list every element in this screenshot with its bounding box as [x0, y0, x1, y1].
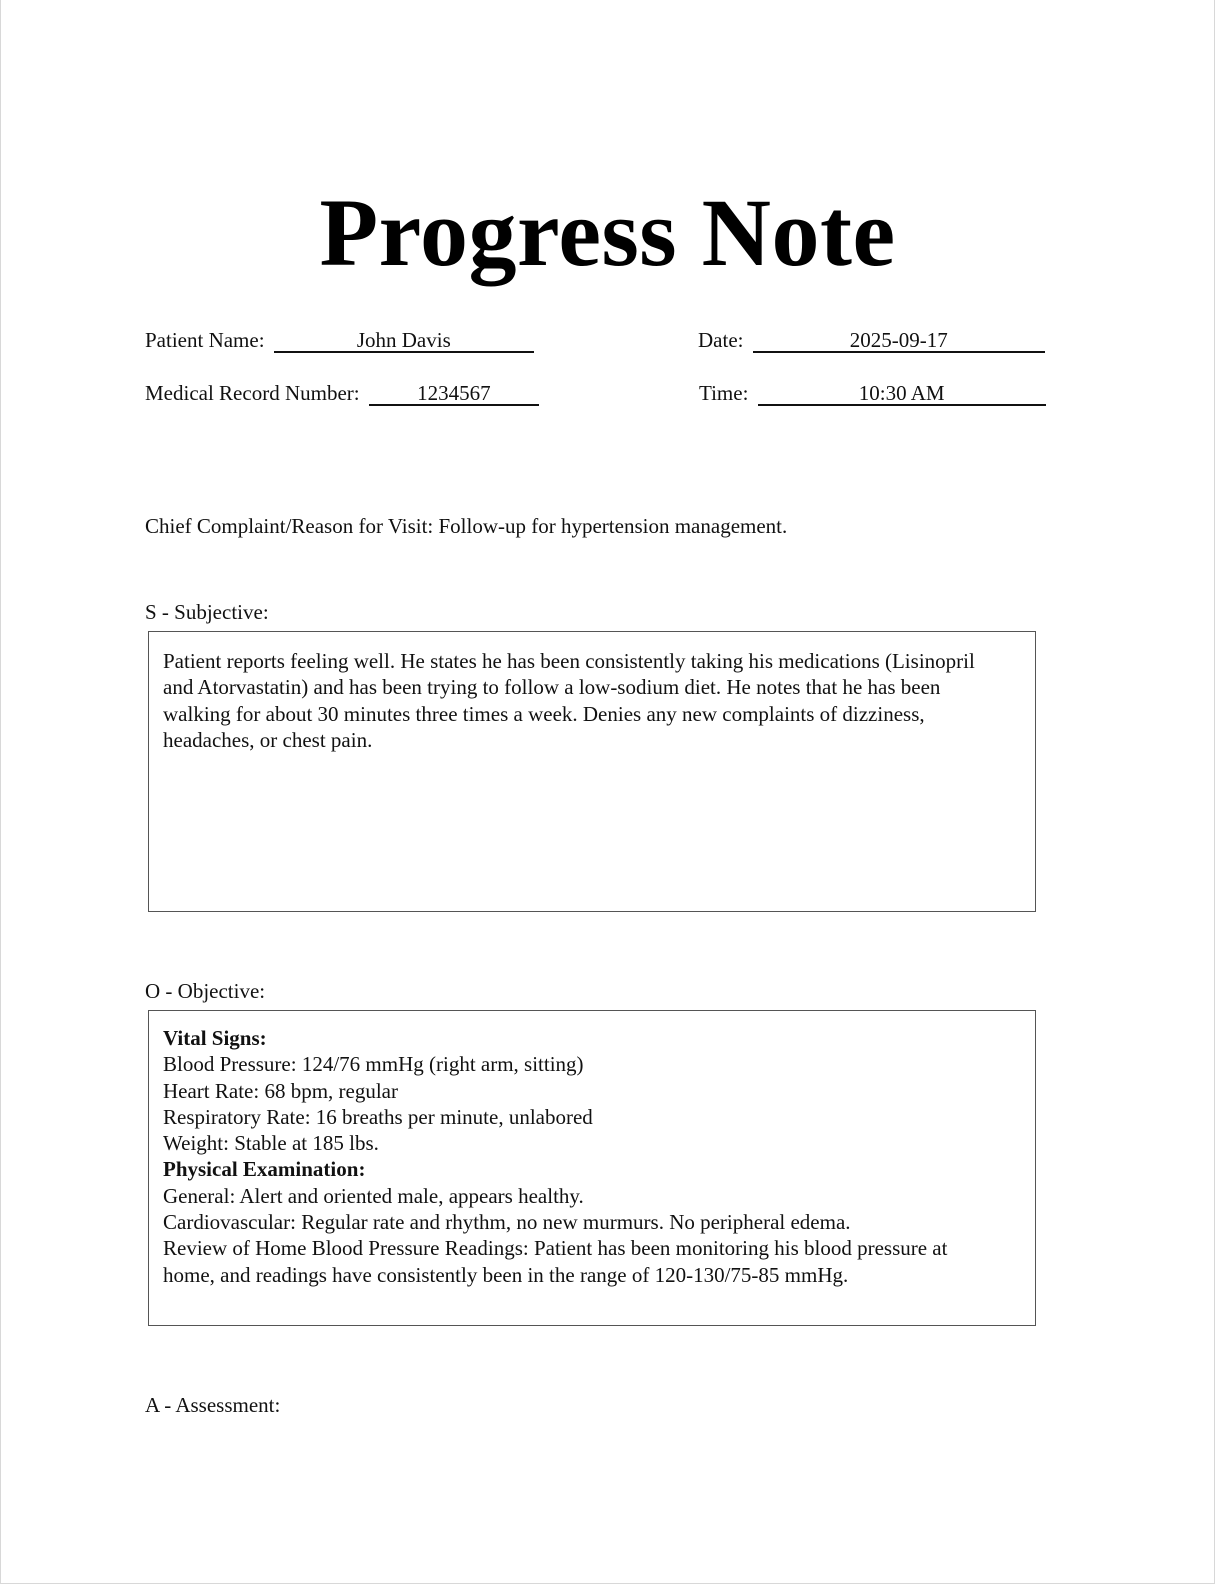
- exam-line: Review of Home Blood Pressure Readings: Patient has been monitoring his blood pressure at: [163, 1236, 948, 1261]
- date-label: Date:: [698, 328, 744, 352]
- chief-complaint: Chief Complaint/Reason for Visit: Follow-up for hypertension management.: [145, 514, 788, 538]
- date-field: [698, 327, 1045, 353]
- exam-line: home, and readings have consistently been in the range of 120-130/75-85 mmHg.: [163, 1262, 849, 1287]
- objective-label: O - Objective:: [145, 979, 266, 1003]
- objective-box: [148, 1010, 1036, 1326]
- physical-exam-heading: Physical Examination:: [163, 1157, 366, 1182]
- vital-sign-line: Heart Rate: 68 bpm, regular: [163, 1078, 398, 1103]
- patient-name-field: [145, 327, 534, 353]
- subjective-line: Patient reports feeling well. He states he has been consistently taking his medications (Lisinopril: [163, 649, 975, 673]
- medical-record-number-value: 1234567: [369, 382, 539, 406]
- date-value: 2025-09-17: [753, 329, 1045, 353]
- medical-record-number-field: [145, 380, 539, 406]
- subjective-line: headaches, or chest pain.: [163, 727, 373, 752]
- vital-sign-line: Weight: Stable at 185 lbs.: [163, 1131, 379, 1156]
- subjective-line: and Atorvastatin) and has been trying to follow a low-sodium diet. He notes that he has been: [163, 675, 941, 700]
- exam-line: Cardiovascular: Regular rate and rhythm, no new murmurs. No peripheral edema.: [163, 1210, 851, 1235]
- medical-record-number-label: Medical Record Number:: [145, 381, 360, 405]
- vital-sign-line: Respiratory Rate: 16 breaths per minute, unlabored: [163, 1104, 593, 1129]
- exam-line: General: Alert and oriented male, appears healthy.: [163, 1183, 584, 1208]
- patient-name-value: John Davis: [274, 329, 534, 353]
- subjective-label: S - Subjective:: [145, 600, 269, 624]
- vital-sign-line: Blood Pressure: 124/76 mmHg (right arm, sitting): [163, 1052, 584, 1077]
- page-title: Progress Note: [319, 179, 896, 286]
- time-field: [699, 380, 1046, 406]
- subjective-line: walking for about 30 minutes three times a week. Denies any new complaints of dizziness,: [163, 701, 925, 726]
- assessment-label: A - Assessment:: [145, 1393, 281, 1417]
- time-value: 10:30 AM: [758, 382, 1046, 406]
- subjective-box: [148, 631, 1036, 912]
- patient-name-label: Patient Name:: [145, 328, 265, 352]
- time-label: Time:: [699, 381, 749, 405]
- vital-signs-heading: Vital Signs:: [163, 1026, 267, 1050]
